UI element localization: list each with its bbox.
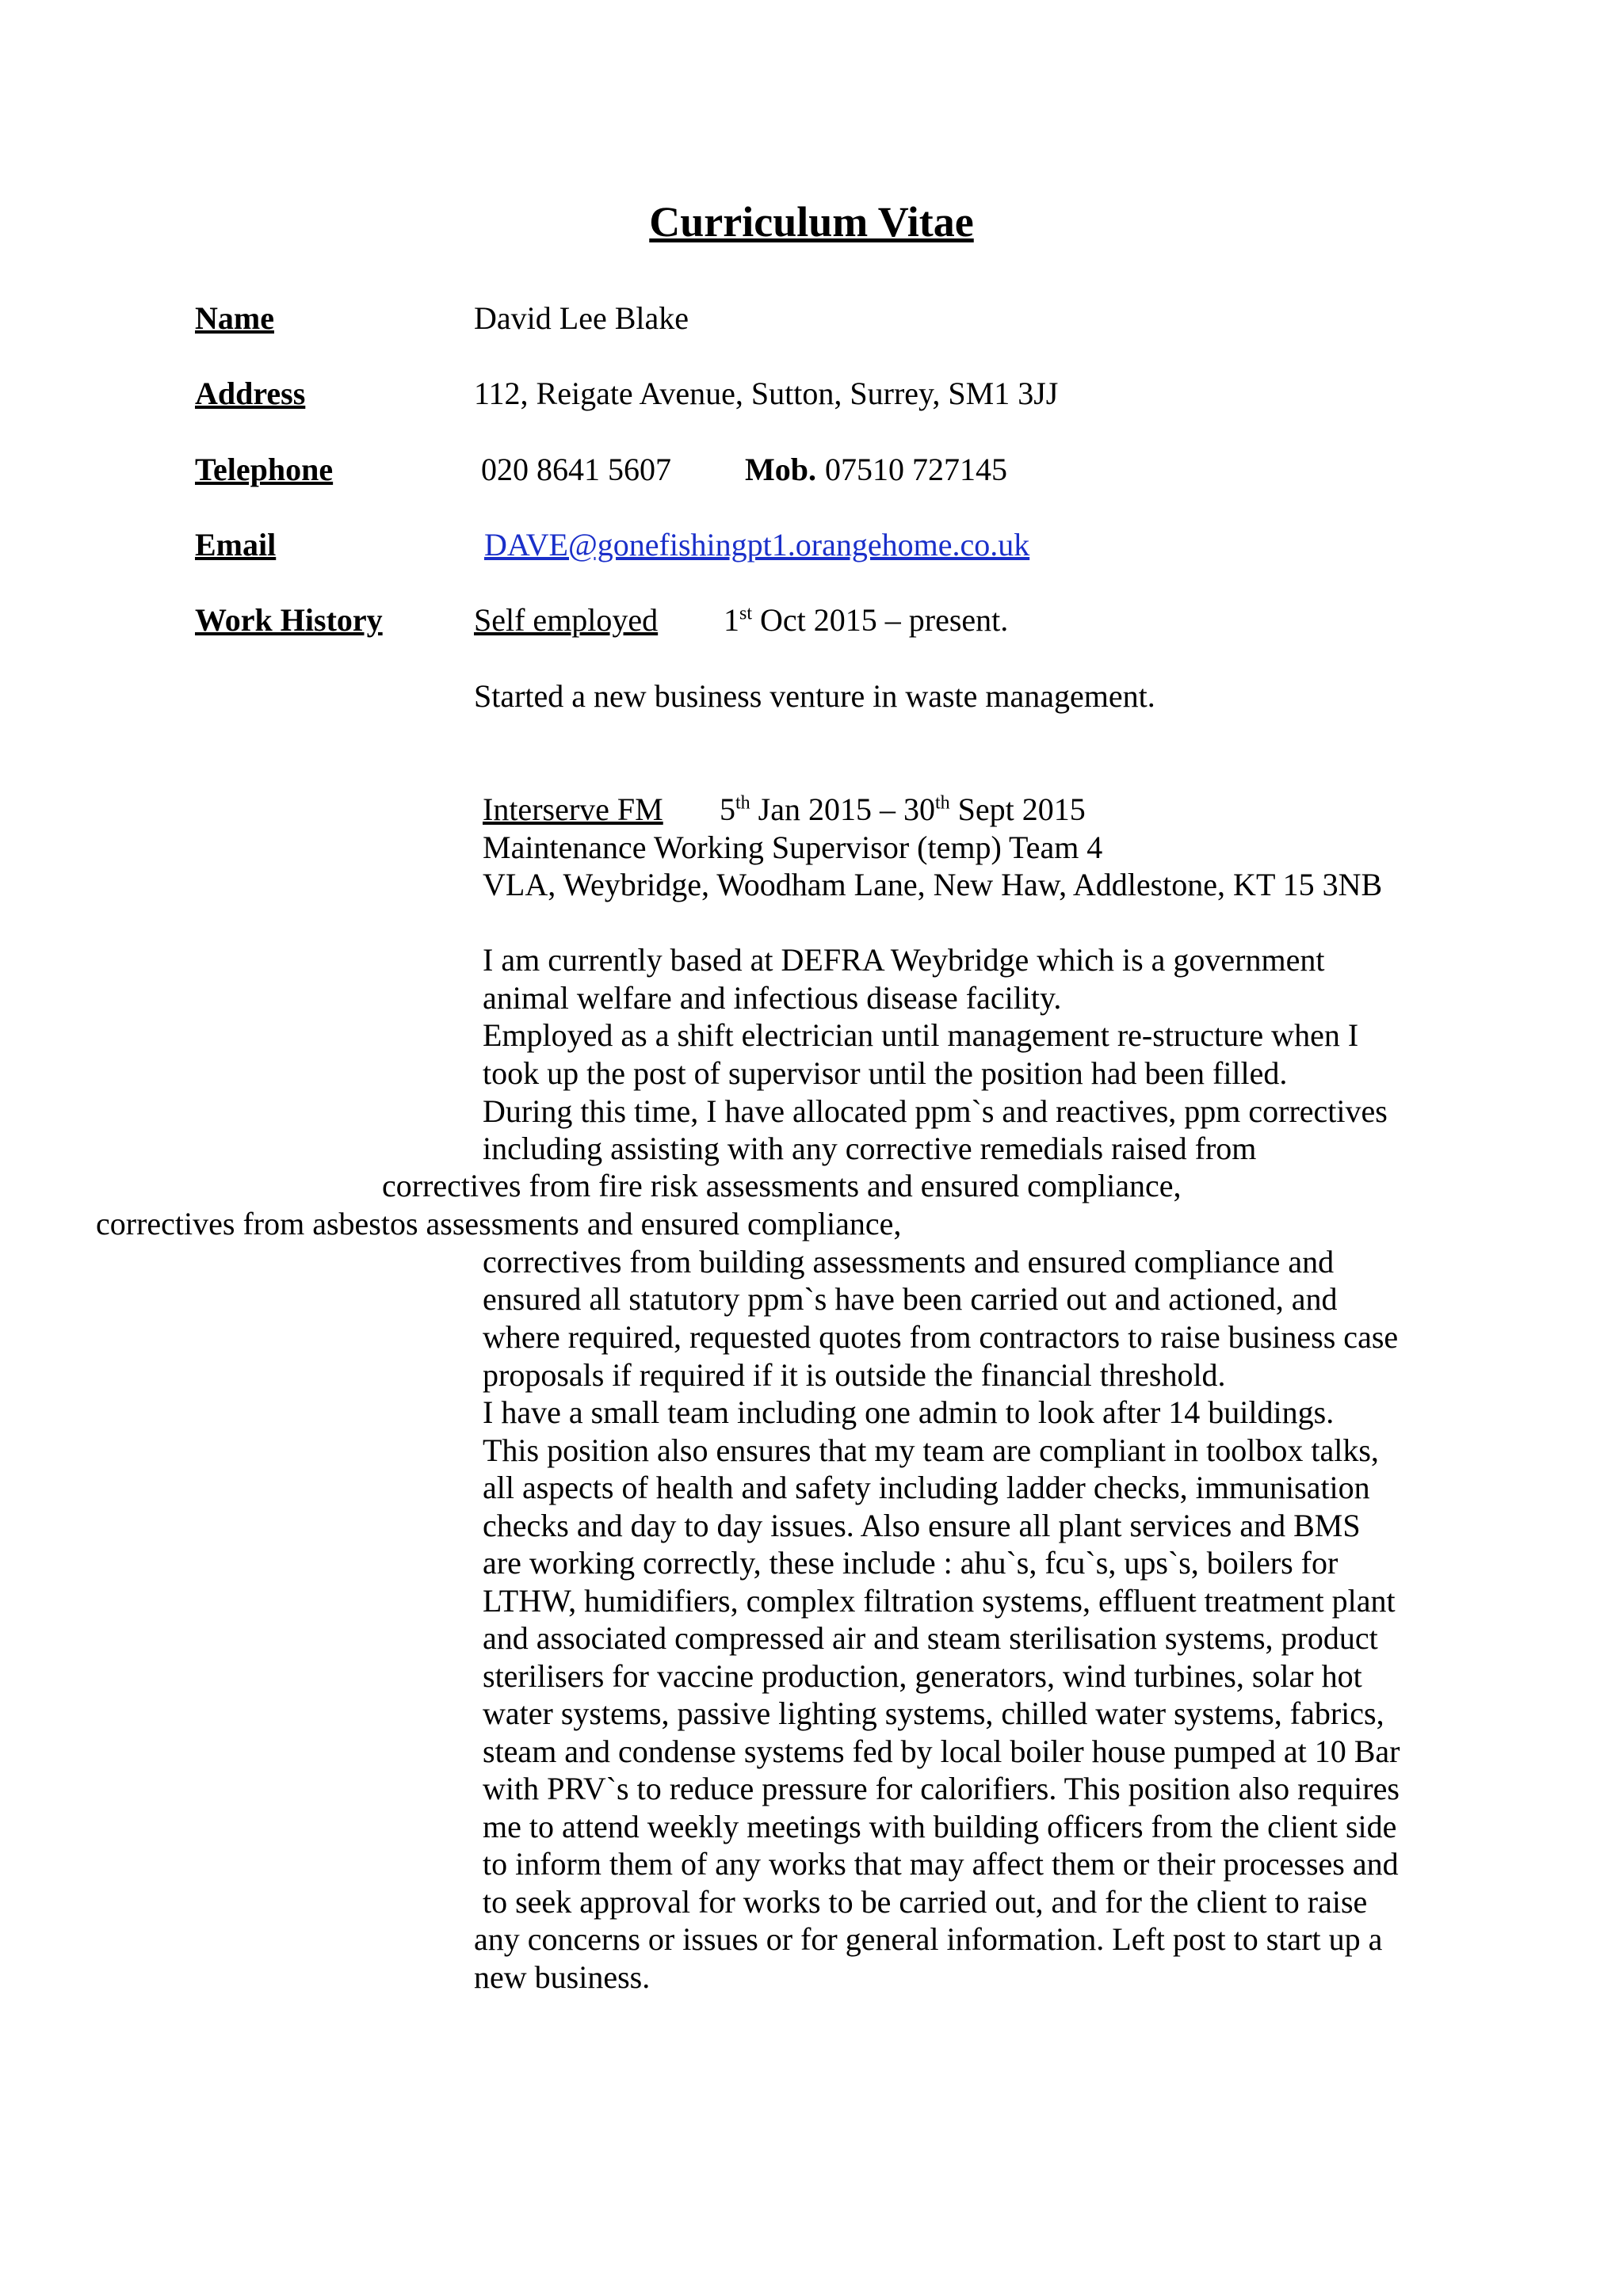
description-line: sterilisers for vaccine production, generators, wind turbines, solar hot bbox=[483, 1658, 1362, 1694]
address-label: Address bbox=[195, 376, 306, 411]
job2-start-sup: th bbox=[735, 792, 750, 814]
email-label: Email bbox=[195, 527, 277, 563]
description-line: to seek approval for works to be carried out, and for the client to raise bbox=[483, 1884, 1368, 1920]
description-line: LTHW, humidifiers, complex filtration systems, effluent treatment plant bbox=[483, 1583, 1396, 1619]
description-line: water systems, passive lighting systems, chilled water systems, fabrics, bbox=[483, 1695, 1384, 1731]
job2-start-day: 5 bbox=[720, 791, 735, 827]
job1-date-rest: Oct 2015 – present. bbox=[752, 602, 1009, 638]
description-line: ensured all statutory ppm`s have been carried out and actioned, and bbox=[483, 1281, 1338, 1317]
description-line: proposals if required if it is outside the financial threshold. bbox=[483, 1357, 1226, 1393]
job1-description: Started a new business venture in waste management. bbox=[474, 678, 1155, 714]
description-line: correctives from fire risk assessments and ensured compliance, bbox=[382, 1168, 1182, 1203]
description-line: This position also ensures that my team are compliant in toolbox talks, bbox=[483, 1432, 1379, 1468]
description-line: new business. bbox=[474, 1959, 651, 1995]
description-line: correctives from building assessments and ensured compliance and bbox=[483, 1244, 1335, 1280]
page-title: Curriculum Vitae bbox=[649, 198, 974, 246]
description-line: where required, requested quotes from contractors to raise business case bbox=[483, 1319, 1399, 1355]
description-line: me to attend weekly meetings with building officers from the client side bbox=[483, 1809, 1397, 1844]
name-value: David Lee Blake bbox=[474, 300, 689, 336]
job1-employer: Self employed bbox=[474, 602, 659, 638]
description-line: checks and day to day issues. Also ensure all plant services and BMS bbox=[483, 1508, 1361, 1543]
description-line: all aspects of health and safety including ladder checks, immunisation bbox=[483, 1470, 1370, 1505]
address-value: 112, Reigate Avenue, Sutton, Surrey, SM1 3JJ bbox=[474, 376, 1059, 411]
job2-start-rest: Jan 2015 – 30 bbox=[750, 791, 935, 827]
job1-dates bbox=[724, 601, 1008, 639]
telephone-label: Telephone bbox=[195, 452, 334, 487]
job1-date-sup: st bbox=[739, 603, 753, 624]
work-history-label: Work History bbox=[195, 602, 383, 638]
description-line: I am currently based at DEFRA Weybridge which is a government bbox=[483, 942, 1325, 978]
mobile-value: 07510 727145 bbox=[825, 452, 1007, 487]
job2-end-rest: Sept 2015 bbox=[949, 791, 1086, 827]
description-line: Employed as a shift electrician until management re-structure when I bbox=[483, 1017, 1359, 1053]
description-line: took up the post of supervisor until the position had been filled. bbox=[483, 1055, 1288, 1091]
job2-location: VLA, Weybridge, Woodham Lane, New Haw, Addlestone, KT 15 3NB bbox=[483, 867, 1383, 902]
description-line: including assisting with any corrective remedials raised from bbox=[483, 1131, 1257, 1166]
telephone-value: 020 8641 5607 bbox=[481, 452, 671, 487]
description-line: During this time, I have allocated ppm`s and reactives, ppm correctives bbox=[483, 1093, 1388, 1129]
mobile-label: Mob. bbox=[745, 452, 816, 487]
email-link[interactable]: DAVE@gonefishingpt1.orangehome.co.uk bbox=[484, 527, 1030, 563]
job1-date-day: 1 bbox=[724, 602, 739, 638]
description-line: are working correctly, these include : ahu`s, fcu`s, ups`s, boilers for bbox=[483, 1545, 1338, 1581]
description-line: any concerns or issues or for general information. Left post to start up a bbox=[474, 1921, 1383, 1957]
description-line: to inform them of any works that may affect them or their processes and bbox=[483, 1846, 1399, 1882]
job2-end-sup: th bbox=[935, 792, 950, 814]
job2-employer: Interserve FM bbox=[483, 791, 663, 827]
description-line: with PRV`s to reduce pressure for calorifiers. This position also requires bbox=[483, 1771, 1400, 1806]
description-line: steam and condense systems fed by local boiler house pumped at 10 Bar bbox=[483, 1733, 1400, 1769]
name-label: Name bbox=[195, 300, 274, 336]
description-line: I have a small team including one admin to look after 14 buildings. bbox=[483, 1394, 1335, 1430]
job2-role: Maintenance Working Supervisor (temp) Team 4 bbox=[483, 830, 1103, 865]
description-line: correctives from asbestos assessments and ensured compliance, bbox=[96, 1206, 902, 1241]
description-line: animal welfare and infectious disease facility. bbox=[483, 980, 1062, 1016]
job2-dates bbox=[720, 791, 1086, 829]
description-line: and associated compressed air and steam sterilisation systems, product bbox=[483, 1620, 1378, 1656]
email-value-wrap bbox=[484, 526, 1029, 564]
